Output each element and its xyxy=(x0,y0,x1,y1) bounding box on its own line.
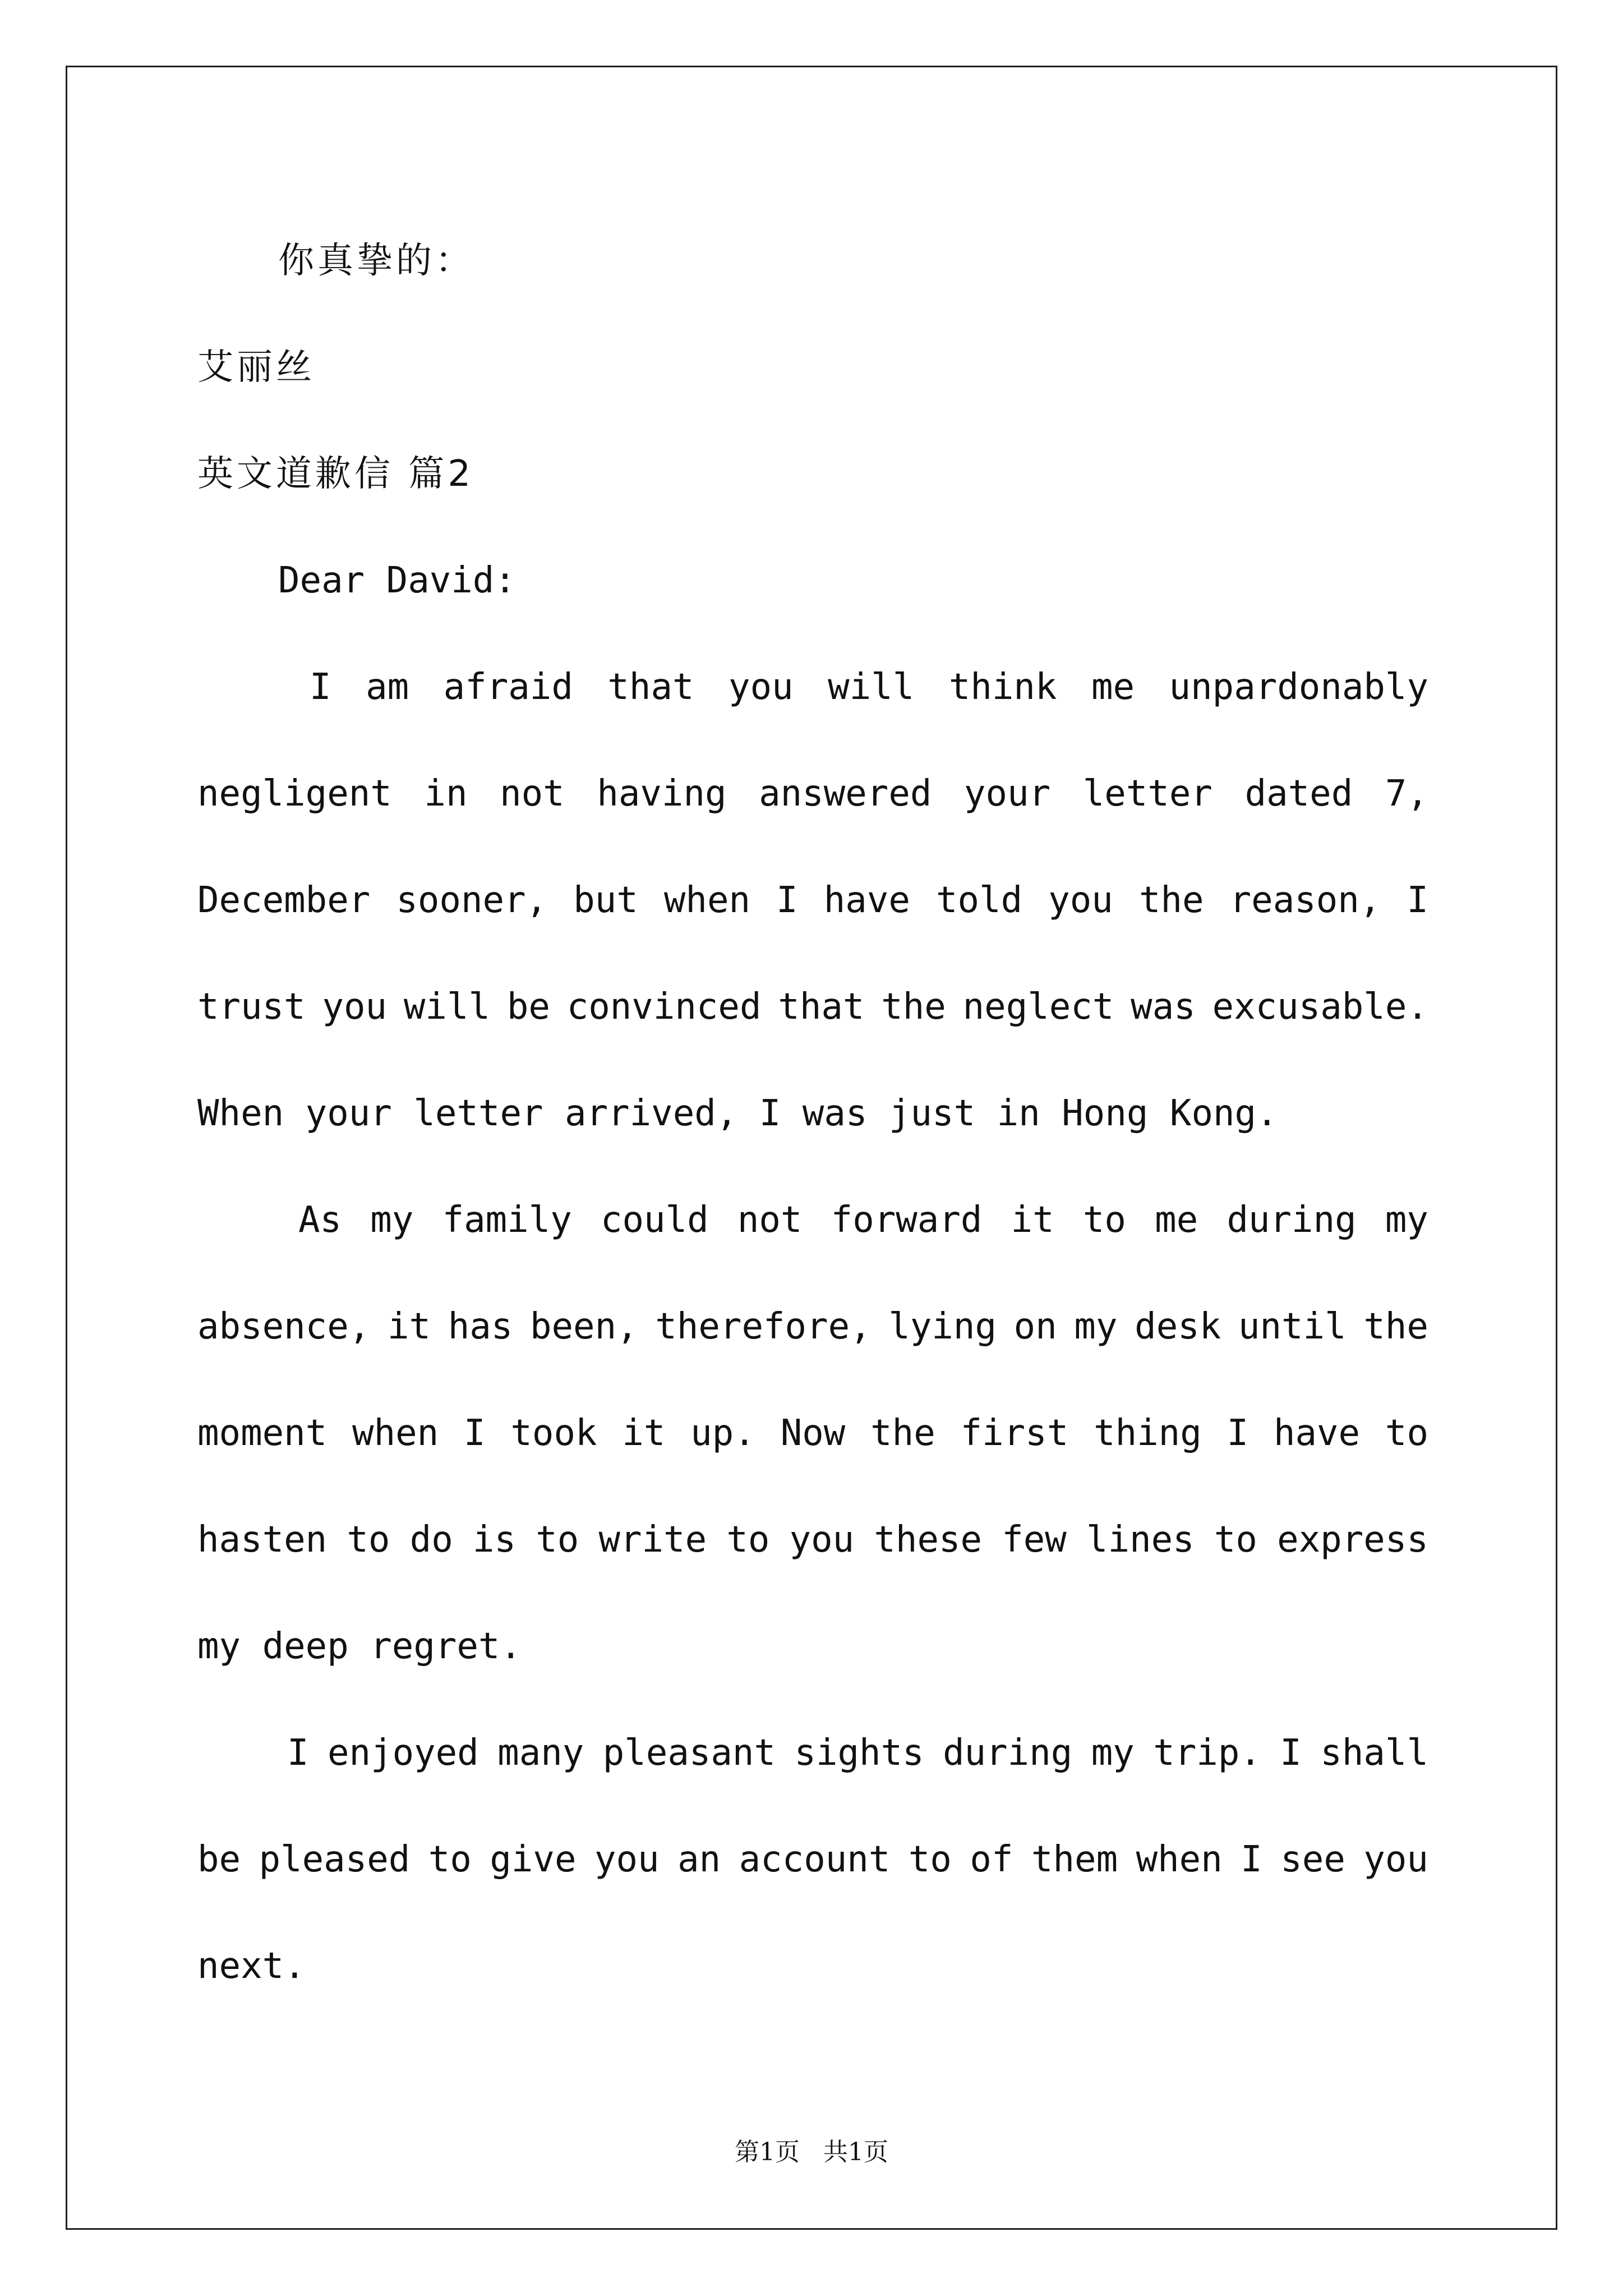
paragraph-line xyxy=(197,1700,1428,1806)
word: enjoyed xyxy=(327,1732,479,1774)
paragraph-line xyxy=(197,1806,1428,1913)
word: you xyxy=(1048,880,1113,921)
word: will xyxy=(828,666,915,708)
word: you xyxy=(728,666,794,708)
word: will xyxy=(403,986,490,1028)
word: few xyxy=(1002,1519,1067,1561)
word: having xyxy=(597,773,727,815)
paragraph-line: When your letter arrived, I was just in Hong Kong. xyxy=(197,1093,1278,1134)
word: when xyxy=(663,880,751,921)
word: in xyxy=(424,773,468,815)
word: I xyxy=(1227,1412,1249,1454)
word: to xyxy=(536,1519,579,1561)
word: do xyxy=(409,1519,453,1561)
word: 7, xyxy=(1385,773,1428,815)
word: until xyxy=(1238,1306,1347,1347)
word: you xyxy=(789,1519,855,1561)
word: on xyxy=(1013,1306,1057,1347)
paragraph-line xyxy=(197,954,1428,1060)
word: not xyxy=(737,1199,803,1241)
word: excusable. xyxy=(1212,986,1428,1028)
word: trip. xyxy=(1153,1732,1261,1774)
paragraph-line xyxy=(197,1167,1428,1273)
word: your xyxy=(964,773,1051,815)
word: be xyxy=(506,986,550,1028)
closing-name: 艾丽丝 xyxy=(197,347,315,388)
word: family xyxy=(442,1199,572,1241)
word: lying xyxy=(888,1306,997,1347)
word: therefore, xyxy=(655,1306,872,1347)
word: my xyxy=(370,1199,414,1241)
word: but xyxy=(573,880,638,921)
paragraph-line: next. xyxy=(197,1945,306,1987)
word: write xyxy=(598,1519,707,1561)
word: many xyxy=(497,1732,584,1774)
section-heading: 英文道歉信 篇2 xyxy=(197,453,474,495)
word: to xyxy=(347,1519,390,1561)
word: took xyxy=(510,1412,597,1454)
word: an xyxy=(677,1839,721,1880)
paragraph-2 xyxy=(197,1167,1428,1700)
paragraph-1 xyxy=(197,634,1428,1167)
word: December xyxy=(197,880,371,921)
word: that xyxy=(607,666,694,708)
word: I xyxy=(287,1732,309,1774)
word: to xyxy=(1214,1519,1257,1561)
word: of xyxy=(970,1839,1013,1880)
word: afraid xyxy=(443,666,573,708)
paragraph-line xyxy=(197,740,1428,847)
word: was xyxy=(1131,986,1196,1028)
word: you xyxy=(594,1839,660,1880)
word: account xyxy=(739,1839,891,1880)
word: my xyxy=(1091,1732,1135,1774)
word: up. xyxy=(690,1412,755,1454)
word: to xyxy=(1082,1199,1126,1241)
page-total: 共1页 xyxy=(823,2138,888,2166)
word: As xyxy=(298,1199,342,1241)
paragraph-line xyxy=(197,1380,1428,1487)
word: trust xyxy=(197,986,306,1028)
word: that xyxy=(778,986,865,1028)
word: reason, xyxy=(1229,880,1381,921)
word: absence, xyxy=(197,1306,371,1347)
word: it xyxy=(387,1306,431,1347)
word: I xyxy=(1241,1839,1262,1880)
word: you xyxy=(322,986,388,1028)
word: have xyxy=(823,880,910,921)
word: when xyxy=(1136,1839,1223,1880)
letter-greeting: Dear David: xyxy=(278,560,516,601)
word: moment xyxy=(197,1412,328,1454)
paragraph-line: my deep regret. xyxy=(197,1626,522,1667)
word: it xyxy=(622,1412,666,1454)
word: to xyxy=(428,1839,472,1880)
word: negligent xyxy=(197,773,392,815)
word: during xyxy=(1227,1199,1357,1241)
word: neglect xyxy=(962,986,1114,1028)
word: has xyxy=(448,1306,513,1347)
word: shall xyxy=(1320,1732,1428,1774)
word: I xyxy=(1407,880,1428,921)
word: Now xyxy=(780,1412,846,1454)
word: my xyxy=(1074,1306,1118,1347)
word: I xyxy=(310,666,331,708)
word: pleasant xyxy=(602,1732,776,1774)
paragraph-line xyxy=(197,1487,1428,1593)
word: the xyxy=(881,986,946,1028)
word: desk xyxy=(1135,1306,1221,1347)
word: it xyxy=(1011,1199,1054,1241)
paragraph-line xyxy=(197,1273,1428,1380)
word: pleased xyxy=(259,1839,411,1880)
document-body xyxy=(197,208,1428,2019)
word: during xyxy=(943,1732,1073,1774)
word: thing xyxy=(1094,1412,1202,1454)
word: when xyxy=(352,1412,439,1454)
word: been, xyxy=(529,1306,638,1347)
paragraph-3 xyxy=(197,1700,1428,2019)
word: the xyxy=(1363,1306,1428,1347)
word: answered xyxy=(759,773,932,815)
paragraph-line xyxy=(197,847,1428,954)
word: convinced xyxy=(566,986,762,1028)
word: see xyxy=(1280,1839,1345,1880)
word: be xyxy=(197,1839,241,1880)
word: first xyxy=(960,1412,1069,1454)
word: you xyxy=(1363,1839,1428,1880)
word: told xyxy=(936,880,1023,921)
word: unpardonably xyxy=(1169,666,1428,708)
word: me xyxy=(1091,666,1135,708)
word: the xyxy=(870,1412,935,1454)
word: me xyxy=(1155,1199,1198,1241)
word: not xyxy=(500,773,565,815)
word: think xyxy=(948,666,1057,708)
word: have xyxy=(1273,1412,1361,1454)
word: hasten xyxy=(197,1519,328,1561)
page-number: 第1页 xyxy=(735,2138,800,2166)
word: them xyxy=(1031,1839,1118,1880)
word: give xyxy=(490,1839,577,1880)
word: the xyxy=(1138,880,1204,921)
word: lines xyxy=(1086,1519,1195,1561)
word: my xyxy=(1385,1199,1428,1241)
word: I xyxy=(464,1412,486,1454)
paragraph-line xyxy=(197,634,1428,740)
word: I xyxy=(776,880,798,921)
closing-salutation: 你真挚的： xyxy=(278,240,474,282)
word: am xyxy=(366,666,409,708)
word: dated xyxy=(1244,773,1353,815)
word: to xyxy=(726,1519,770,1561)
word: forward xyxy=(831,1199,983,1241)
word: could xyxy=(600,1199,709,1241)
word: sooner, xyxy=(396,880,548,921)
word: letter xyxy=(1082,773,1212,815)
word: is xyxy=(472,1519,516,1561)
word: to xyxy=(908,1839,952,1880)
word: express xyxy=(1277,1519,1428,1561)
word: these xyxy=(874,1519,983,1561)
word: sights xyxy=(794,1732,924,1774)
word: to xyxy=(1385,1412,1428,1454)
page-footer xyxy=(0,2132,1623,2168)
word: I xyxy=(1280,1732,1302,1774)
